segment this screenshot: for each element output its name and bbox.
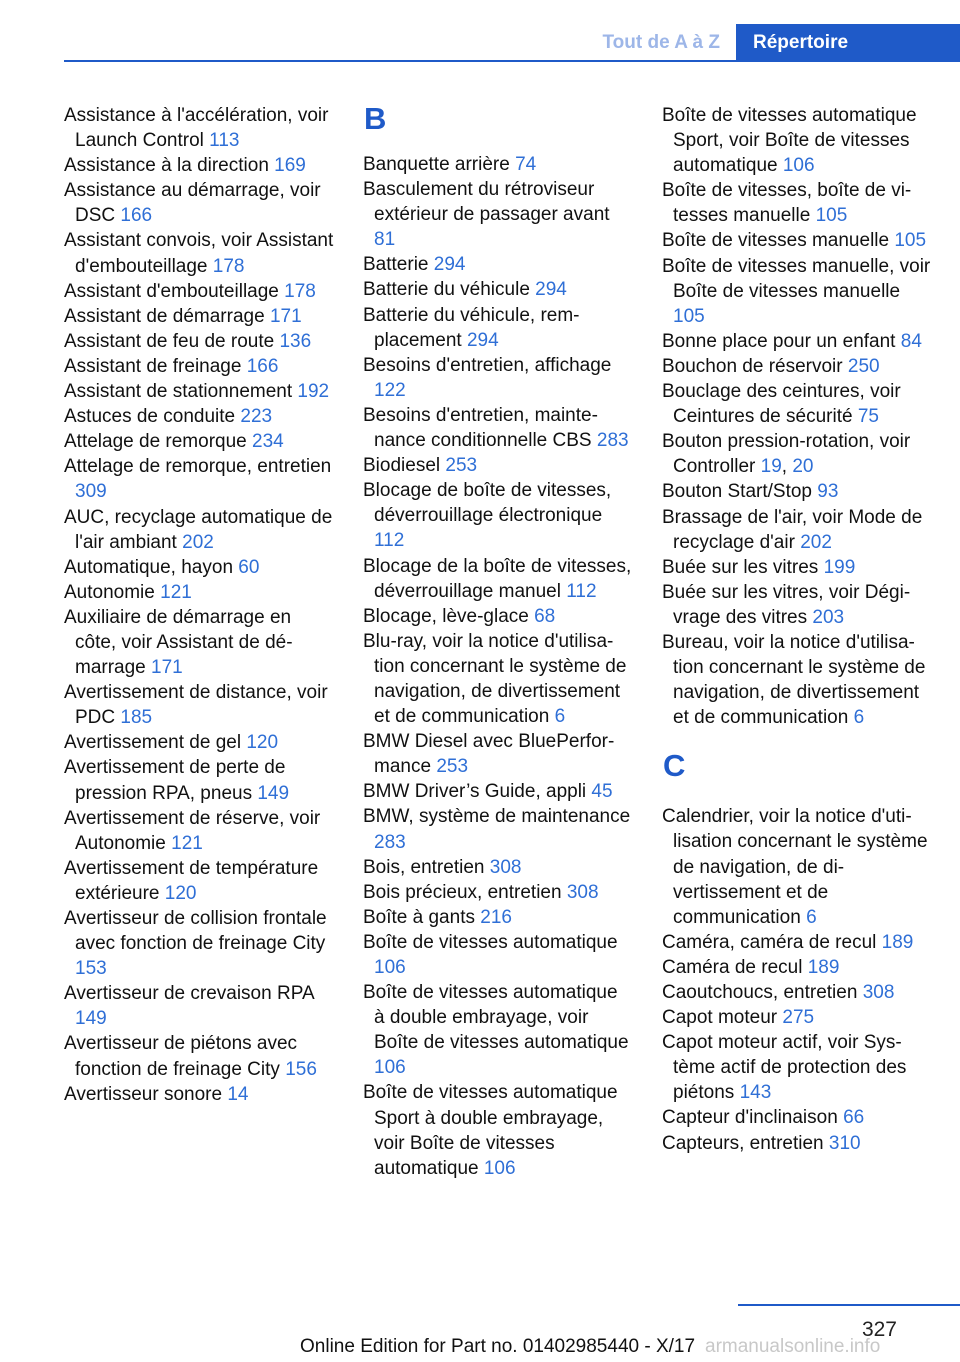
tab-index-a-z[interactable]: Tout de A à Z <box>602 32 720 53</box>
entry-term: BMW, système de maintenance <box>363 806 631 828</box>
index-entry <box>363 779 633 804</box>
page-link[interactable]: 171 <box>269 305 302 327</box>
entry-term: Bois, entretien <box>363 856 485 878</box>
index-entry <box>64 580 336 605</box>
entry-term: Bouclage des ceintures, voir Ceintures de sécurité <box>662 381 901 428</box>
tab-repertoire[interactable]: Répertoire <box>736 24 960 61</box>
page-link[interactable]: 169 <box>274 155 306 177</box>
index-entry <box>363 905 633 930</box>
index-entry <box>64 454 336 504</box>
page-link[interactable]: 185 <box>120 707 153 729</box>
entry-term: Capot moteur actif, voir Système actif de protection des piétons <box>662 1032 907 1104</box>
page-link[interactable]: 136 <box>279 330 312 352</box>
watermark: armanualsonline.info <box>705 1336 881 1357</box>
entry-term: Boîte de vitesses, boîte de vitesses manuelle <box>662 180 912 227</box>
index-entry <box>363 177 633 252</box>
page-link[interactable]: 153 <box>75 958 107 980</box>
entry-term: Batterie du véhicule, remplacement <box>363 304 580 351</box>
entry-term: Automatique, hayon <box>64 556 234 578</box>
index-entry <box>662 804 934 929</box>
entry-term: Avertisseur sonore <box>64 1083 223 1105</box>
page-link[interactable]: 309 <box>75 481 107 503</box>
entry-term: Avertisseur de crevaison RPA <box>64 983 314 1005</box>
page-link[interactable]: 75 <box>857 406 879 428</box>
page-link[interactable]: 121 <box>171 832 203 854</box>
page-link[interactable]: 60 <box>238 556 260 578</box>
page-link[interactable]: 283 <box>374 831 406 853</box>
header-divider <box>64 60 960 62</box>
page-link[interactable]: 19 <box>760 456 782 478</box>
page-link[interactable]: 105 <box>673 305 705 327</box>
index-column-3 <box>662 103 934 1156</box>
entry-term: Capteurs, entretien <box>662 1132 824 1154</box>
page-link[interactable]: 308 <box>489 856 522 878</box>
entry-term: Assistant de démarrage <box>64 305 265 327</box>
entry-term: Avertissement de réserve, voir Autonomie <box>64 807 321 854</box>
entry-term: Boîte de vitesses automatique à double embrayage, voir Boîte de vitesses automatique <box>363 982 629 1054</box>
page-link[interactable]: 14 <box>227 1083 249 1105</box>
entry-term: Biodiesel <box>363 455 441 477</box>
page-link[interactable]: 166 <box>120 205 153 227</box>
page-link[interactable]: 171 <box>151 657 183 679</box>
entry-term: Assistance à l'accélération, voir Launch Control <box>64 105 329 152</box>
index-entry <box>363 554 633 604</box>
page-link[interactable]: 6 <box>554 706 566 728</box>
entry-term: Avertisseur de piétons avec fonction de freinage City <box>64 1033 298 1080</box>
entry-term: Caméra, caméra de recul <box>662 931 877 953</box>
page-link[interactable]: 250 <box>847 355 880 377</box>
index-entry <box>64 379 336 404</box>
page-link[interactable]: 6 <box>853 707 865 729</box>
page-link[interactable]: 112 <box>566 580 597 602</box>
entry-term: Caoutchoucs, entretien <box>662 982 858 1003</box>
entry-term: Blocage de boîte de vitesses, déverrouillage électronique <box>363 480 612 527</box>
entry-term: Blu-ray, voir la notice d'utilisation concernant le système de navigation, de divertissement et de communication <box>363 630 627 728</box>
index-entry <box>64 680 336 730</box>
index-entry <box>662 479 934 504</box>
edition-footer: Online Edition for Part no. 01402985440 - X/17 <box>300 1336 696 1357</box>
entry-term: Assistant d'embouteillage <box>64 280 279 302</box>
index-entry <box>363 152 633 177</box>
page-link[interactable]: 203 <box>812 606 845 628</box>
index-entry <box>662 630 934 730</box>
index-entry <box>64 429 336 454</box>
page-link[interactable]: 106 <box>483 1157 516 1179</box>
entry-term: Brassage de l'air, voir Mode de recyclage d'air <box>662 506 923 553</box>
footer-divider <box>738 1304 960 1306</box>
page-link[interactable]: 234 <box>252 431 284 453</box>
page-link[interactable]: 149 <box>257 782 290 804</box>
page-link[interactable]: 192 <box>297 381 330 403</box>
page-link[interactable]: 294 <box>433 254 466 276</box>
index-entry <box>662 1030 934 1105</box>
page-link[interactable]: 120 <box>164 882 197 904</box>
page-link[interactable]: 202 <box>182 531 214 553</box>
page-link[interactable]: 223 <box>240 406 273 428</box>
entry-term: Assistance au démarrage, voir DSC <box>64 180 321 227</box>
index-entry <box>662 580 934 630</box>
entry-term: BMW Driver’s Guide, appli <box>363 781 587 803</box>
index-entry <box>662 955 934 980</box>
section-letter: C <box>663 748 686 784</box>
page-link[interactable]: 112 <box>374 530 405 552</box>
index-entry: Bouton pression-rotation, voir Controller 19, 20 <box>662 431 911 478</box>
page-link[interactable]: 74 <box>515 154 537 175</box>
index-entry <box>662 555 934 580</box>
entry-term: Batterie du véhicule <box>363 279 530 301</box>
index-entry <box>64 354 336 379</box>
section-letter: B <box>364 101 387 136</box>
entry-term: Assistance à la direction <box>64 155 269 177</box>
entry-term: Batterie <box>363 254 429 276</box>
index-entry <box>662 930 934 955</box>
index-entry <box>662 980 934 1005</box>
entry-term: Avertissement de température extérieure <box>64 857 319 904</box>
page-link[interactable]: 149 <box>75 1008 107 1030</box>
entry-term: Avertissement de gel <box>64 732 242 754</box>
page-link[interactable]: 6 <box>806 906 817 928</box>
index-entry <box>363 1080 633 1180</box>
index-entry <box>363 729 633 779</box>
index-entry <box>64 605 336 680</box>
page-link[interactable]: 106 <box>374 1057 406 1079</box>
entry-term: Boîte de vitesses automatique Sport à double embrayage, voir Boîte de vitesses automatique <box>363 1082 618 1179</box>
entry-term: Attelage de remorque, entretien <box>64 456 332 478</box>
index-entry <box>64 404 336 429</box>
page-link[interactable]: 294 <box>466 329 499 351</box>
entry-term: Boîte de vitesses automatique <box>363 931 618 953</box>
index-entry <box>363 930 633 980</box>
index-entry <box>662 228 934 253</box>
entry-term: BMW Diesel avec BluePerformance <box>363 731 615 778</box>
index-entry <box>662 329 934 354</box>
page-link[interactable]: 121 <box>160 581 192 603</box>
index-entry <box>662 254 934 329</box>
index-entry <box>64 329 336 354</box>
index-column-1 <box>64 103 336 1107</box>
entry-term: Bonne place pour un enfant <box>662 330 896 352</box>
index-entry <box>662 1105 934 1130</box>
entry-term: Avertissement de perte de pression RPA, pneus <box>64 757 286 804</box>
page-link[interactable]: 120 <box>246 732 279 754</box>
page-link[interactable]: 189 <box>807 956 840 978</box>
entry-term: Buée sur les vitres <box>662 556 819 578</box>
index-entry <box>363 252 633 277</box>
page-link[interactable]: 178 <box>284 280 316 302</box>
index-entry <box>64 856 336 906</box>
page-link[interactable]: 283 <box>596 430 629 452</box>
index-entry <box>363 855 633 880</box>
index-entry <box>64 228 336 278</box>
entry-term: Bouton Start/Stop <box>662 481 812 503</box>
page-link[interactable]: 308 <box>862 982 895 1003</box>
page-link[interactable]: 81 <box>374 229 396 251</box>
page-link[interactable]: 199 <box>823 556 856 578</box>
entry-term: Avertissement de distance, voir PDC <box>64 682 328 729</box>
index-entry <box>64 755 336 805</box>
index-column-2 <box>363 103 633 1181</box>
page-link[interactable]: 189 <box>881 931 914 953</box>
index-entry <box>64 505 336 555</box>
entry-term: Bois précieux, entretien <box>363 881 562 903</box>
entry-term: Autonomie <box>64 581 155 603</box>
entry-term: Boîte de vitesses automatique Sport, voir Boîte de vitesses automatique <box>662 105 917 177</box>
index-entry <box>363 804 633 854</box>
page-link[interactable]: 113 <box>209 130 240 152</box>
index-entry <box>662 1005 934 1030</box>
page-link[interactable]: 93 <box>817 481 839 503</box>
index-entry <box>662 1131 934 1156</box>
index-entry <box>662 354 934 379</box>
page-link[interactable]: 68 <box>534 605 556 627</box>
entry-term: Boîte à gants <box>363 906 475 928</box>
entry-term: Capteur d'inclinaison <box>662 1107 838 1129</box>
index-entry <box>64 178 336 228</box>
entry-term: Attelage de remorque <box>64 431 247 453</box>
index-entry <box>363 980 633 1080</box>
page-link[interactable]: 253 <box>445 455 478 477</box>
page-link[interactable]: 106 <box>374 957 406 978</box>
page-link[interactable]: 308 <box>566 881 599 903</box>
index-entry <box>662 178 934 228</box>
entry-term: Assistant de stationnement <box>64 381 293 403</box>
entry-term: Bureau, voir la notice d'utilisation concernant le système de navigation, de divertissement et de communication <box>662 631 926 729</box>
entry-term: Boîte de vitesses manuelle, voir Boîte de vitesses manuelle <box>662 255 931 302</box>
entry-term: Auxiliaire de démarrage en côte, voir Assistant de démarrage <box>64 606 293 679</box>
entry-term: Caméra de recul <box>662 956 803 978</box>
entry-term: Basculement du rétroviseur extérieur de passager avant <box>363 179 610 226</box>
index-entry <box>363 403 633 453</box>
page-link[interactable]: 202 <box>800 531 832 553</box>
entry-term: Blocage de la boîte de vitesses, déverrouillage manuel <box>363 555 632 602</box>
page-link[interactable]: 310 <box>828 1132 861 1154</box>
entry-term: Assistant de freinage <box>64 355 242 377</box>
page-link[interactable]: 105 <box>894 230 927 252</box>
page-link[interactable]: 105 <box>815 205 848 227</box>
index-entry <box>363 478 633 553</box>
index-entry <box>64 730 336 755</box>
page-link[interactable]: 45 <box>591 781 613 803</box>
entry-term: Banquette arrière <box>363 154 510 175</box>
entry-term: Calendrier, voir la notice d'utilisation concernant le système de navigation, de divertissement et de communication <box>662 806 928 928</box>
index-entry <box>64 555 336 580</box>
page-link[interactable]: 106 <box>782 155 815 177</box>
entry-term: Boîte de vitesses manuelle <box>662 230 890 252</box>
entry-term: Avertisseur de collision frontale avec fonction de freinage City <box>64 908 327 955</box>
index-entry <box>64 103 336 153</box>
index-entry <box>363 353 633 403</box>
page-link[interactable]: 20 <box>792 456 814 478</box>
index-entry <box>64 981 336 1031</box>
header-tabs <box>584 24 960 61</box>
page-link[interactable]: 294 <box>535 279 567 301</box>
page-link[interactable]: 84 <box>900 330 922 352</box>
index-entry <box>363 277 633 302</box>
entry-term: Besoins d'entretien, affichage <box>363 354 612 376</box>
entry-term: Buée sur les vitres, voir Dégivrage des vitres <box>662 581 911 628</box>
page-link[interactable]: 166 <box>246 355 279 377</box>
index-entry <box>363 880 633 905</box>
entry-term: Astuces de conduite <box>64 406 236 428</box>
page-link[interactable]: 253 <box>436 756 469 778</box>
page-link[interactable]: 143 <box>739 1082 772 1104</box>
page-link[interactable]: 156 <box>285 1058 317 1080</box>
entry-term: Bouton pression-rotation, voir Controller <box>662 431 911 478</box>
index-entry <box>662 103 934 178</box>
page-link[interactable]: 216 <box>480 906 512 928</box>
page-link[interactable]: 122 <box>374 379 406 401</box>
index-entry <box>64 1082 336 1107</box>
index-entry <box>363 604 633 629</box>
index-entry <box>64 906 336 981</box>
entry-term: Besoins d'entretien, maintenance conditionnelle CBS <box>363 404 598 452</box>
entry-term: Bouchon de réservoir <box>662 355 843 377</box>
index-entry <box>64 806 336 856</box>
page-link[interactable]: 275 <box>782 1007 815 1029</box>
index-entry <box>363 303 633 353</box>
page-number: 327 <box>861 1318 897 1341</box>
index-entry <box>363 629 633 729</box>
entry-term: Assistant de feu de route <box>64 330 275 352</box>
index-entry <box>64 1031 336 1081</box>
index-entry <box>662 505 934 555</box>
entry-term: Assistant convois, voir Assistant d'embouteillage <box>64 230 334 277</box>
index-entry <box>363 453 633 478</box>
index-entry <box>662 379 934 429</box>
entry-term: Blocage, lève-glace <box>363 605 529 627</box>
index-entry <box>64 279 336 304</box>
page-link[interactable]: 178 <box>212 255 245 277</box>
entry-term: AUC, recyclage automatique de l'air ambiant <box>64 506 333 553</box>
entry-term: Capot moteur <box>662 1007 778 1029</box>
index-entry <box>64 153 336 178</box>
page-link[interactable]: 66 <box>843 1107 865 1129</box>
index-entry <box>64 304 336 329</box>
